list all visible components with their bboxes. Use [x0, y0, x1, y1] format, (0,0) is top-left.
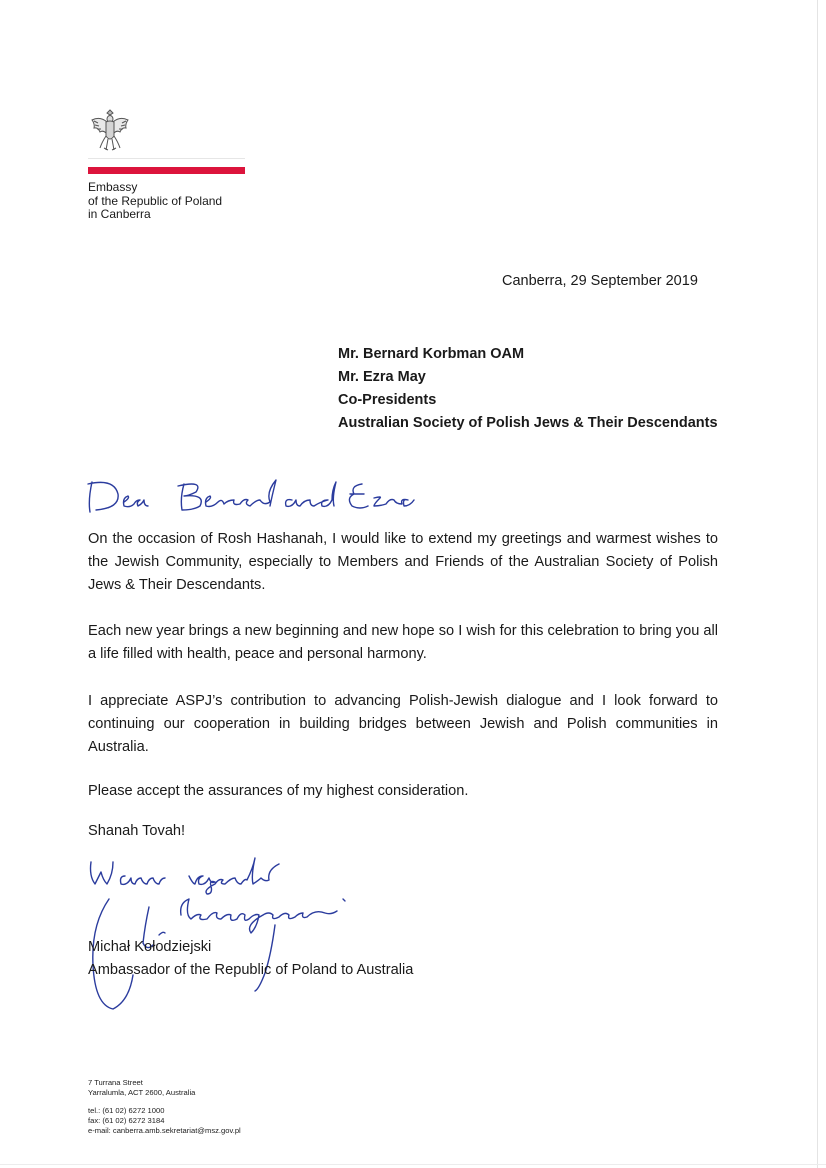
body-paragraph: On the occasion of Rosh Hashanah, I would like to extend my greetings and warmest wishes to the Jewish Community, especially to Members and Friends of the Australian Society of Polish Jews & Their Descendants. — [88, 531, 718, 593]
footer-email: e-mail: canberra.amb.sekretariat@msz.gov.pl — [88, 1126, 241, 1135]
footer-contact — [88, 1078, 241, 1136]
scan-edge-bottom — [0, 1164, 826, 1165]
footer-contact-line: tel.: (61 02) 6272 1000 — [88, 1106, 165, 1115]
scan-edge — [817, 0, 818, 1168]
flag-white-stripe — [88, 158, 245, 167]
embassy-name-block — [88, 181, 222, 222]
body-paragraph: Each new year brings a new beginning and new hope so I wish for this celebration to bring you all a life filled with health, peace and personal harmony. — [88, 623, 718, 662]
signer-block — [88, 936, 413, 982]
date-line: Canberra, 29 September 2019 — [502, 273, 698, 289]
polish-eagle-emblem-icon — [86, 106, 134, 154]
signer-title: Ambassador of the Republic of Poland to Australia — [88, 962, 414, 978]
recipient-line: Mr. Bernard Korbman OAM — [338, 346, 525, 362]
footer-contact-line: fax: (61 02) 6272 3184 — [88, 1116, 165, 1125]
recipient-line: Mr. Ezra May — [338, 369, 426, 385]
recipient-line: Co-Presidents — [338, 392, 437, 408]
recipient-line: Australian Society of Polish Jews & Their Descendants — [338, 415, 718, 431]
embassy-line: in Canberra — [88, 207, 151, 221]
embassy-line: Embassy — [88, 180, 138, 194]
handwritten-salutation — [84, 470, 434, 520]
signer-name: Michał Kołodziejski — [88, 939, 212, 955]
footer-address-line: 7 Turrana Street — [88, 1078, 143, 1087]
body-paragraph: Shanah Tovah! — [88, 823, 186, 839]
embassy-line: of the Republic of Poland — [88, 193, 223, 208]
polish-flag-band — [88, 158, 245, 174]
body-paragraph: Please accept the assurances of my highest consideration. — [88, 783, 469, 799]
recipient-block — [338, 343, 718, 435]
body-paragraph: I appreciate ASPJ’s contribution to advancing Polish-Jewish dialogue and I look forward to continuing our cooperation in building bridges between Jewish and Polish communities in Australia. — [88, 693, 718, 755]
footer-address-line: Yarralumla, ACT 2600, Australia — [88, 1088, 196, 1097]
flag-red-stripe — [88, 167, 245, 174]
footer-spacer — [88, 1098, 241, 1106]
